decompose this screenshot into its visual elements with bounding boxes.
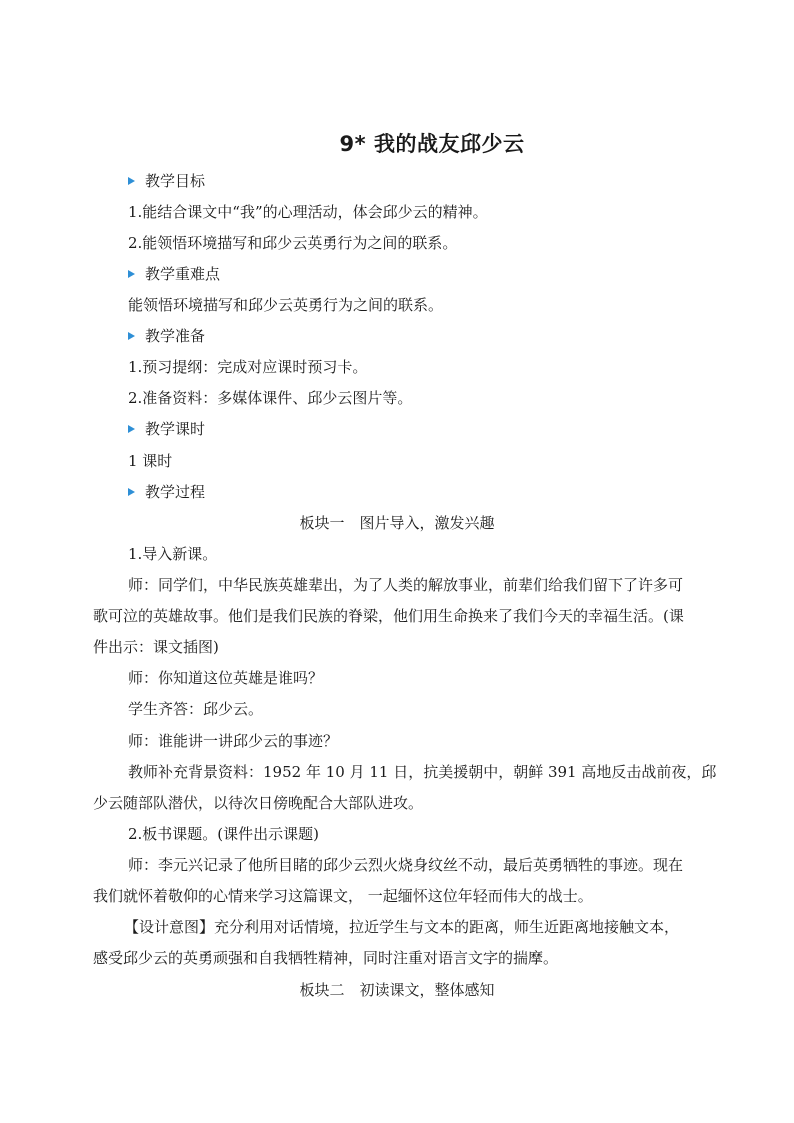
- heading-text: 教学重难点: [145, 265, 221, 283]
- triangle-bullet-icon: [128, 488, 135, 496]
- paragraph: 师：谁能讲一讲邱少云的事迹？: [128, 732, 339, 750]
- paragraph: 2.板书课题。(课件出示课题): [128, 825, 320, 843]
- goal-item-2: 2.能领悟环境描写和邱少云英勇行为之间的联系。: [128, 234, 458, 252]
- paragraph-line: 师：同学们，中华民族英雄辈出，为了人类的解放事业，前辈们给我们留下了许多可: [128, 576, 684, 594]
- block-1-title: 板块一 图片导入，激发兴趣: [299, 514, 495, 532]
- paragraph: 学生齐答：邱少云。: [128, 700, 264, 718]
- goal-item-1: 1.能结合课文中“我”的心理活动，体会邱少云的精神。: [128, 203, 488, 221]
- hours-text: 1 课时: [128, 452, 173, 470]
- section-heading-preparation: [128, 325, 205, 347]
- paragraph: 1.导入新课。: [128, 545, 218, 563]
- paragraph-line: 师：李元兴记录了他所目睹的邱少云烈火烧身纹丝不动，最后英勇牺牲的事迹。现在: [128, 856, 684, 874]
- prep-item-2: 2.准备资料：多媒体课件、邱少云图片等。: [128, 389, 413, 407]
- triangle-bullet-icon: [128, 425, 135, 433]
- paragraph-line: 件出示：课文插图): [93, 638, 219, 656]
- heading-text: 教学过程: [145, 483, 206, 501]
- triangle-bullet-icon: [128, 177, 135, 185]
- paragraph-line: 我们就怀着敬仰的心情来学习这篇课文， 一起缅怀这位年轻而伟大的战士。: [93, 887, 593, 905]
- block-2-title: 板块二 初读课文，整体感知: [299, 981, 495, 999]
- heading-text: 教学准备: [145, 327, 206, 345]
- prep-item-1: 1.预习提纲：完成对应课时预习卡。: [128, 358, 368, 376]
- key-points-text: 能领悟环境描写和邱少云英勇行为之间的联系。: [128, 296, 444, 314]
- heading-text: 教学目标: [145, 172, 206, 190]
- triangle-bullet-icon: [128, 332, 135, 340]
- triangle-bullet-icon: [128, 270, 135, 278]
- design-intent-line: 感受邱少云的英勇顽强和自我牺牲精神，同时注重对语言文字的揣摩。: [93, 949, 559, 967]
- section-heading-process: [128, 481, 205, 503]
- section-heading-goals: [128, 170, 205, 192]
- paragraph-line: 歌可泣的英雄故事。他们是我们民族的脊梁，他们用生命换来了我们今天的幸福生活。(课: [93, 607, 684, 625]
- paragraph-line: 少云随部队潜伏，以待次日傍晚配合大部队进攻。: [93, 794, 424, 812]
- section-heading-key-points: [128, 263, 220, 285]
- page-title: 9* 我的战友邱少云: [339, 132, 525, 156]
- heading-text: 教学课时: [145, 420, 206, 438]
- design-intent-line: 【设计意图】充分利用对话情境，拉近学生与文本的距离，师生近距离地接触文本，: [124, 918, 680, 936]
- paragraph: 师：你知道这位英雄是谁吗？: [128, 669, 324, 687]
- paragraph-line: 教师补充背景资料：1952 年 10 月 11 日，抗美援朝中，朝鲜 391 高地反击战前夜，邱: [128, 763, 717, 781]
- section-heading-hours: [128, 418, 205, 440]
